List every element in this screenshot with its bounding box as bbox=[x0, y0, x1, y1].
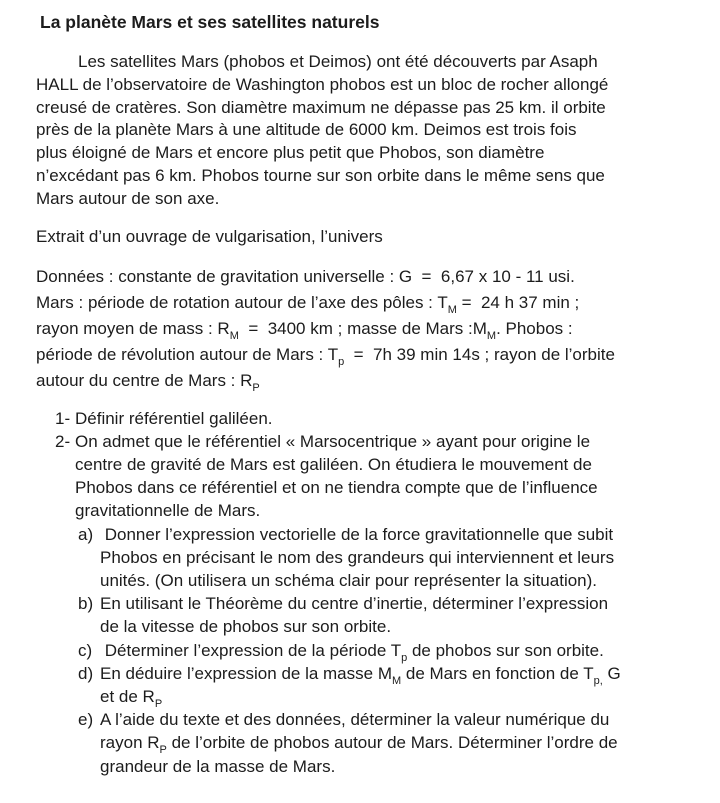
subscript: p bbox=[401, 651, 408, 664]
question-text bbox=[100, 662, 712, 711]
text-line: Phobos dans ce référentiel et on ne tiendra compte que de l’influence bbox=[75, 478, 598, 498]
question-marker: e) bbox=[78, 710, 94, 730]
question-text bbox=[100, 639, 712, 662]
question-text bbox=[100, 708, 712, 778]
question-marker: c) bbox=[78, 640, 93, 660]
text-line: Donner l’expression vectorielle de la force gravitationnelle que subit bbox=[100, 524, 614, 544]
text-line: Déterminer l’expression de la période $T_p$ de phobos sur son orbite. bbox=[100, 640, 604, 664]
question-item-a bbox=[78, 523, 712, 593]
text-line: Mars autour de son axe. bbox=[36, 188, 220, 208]
text-line: Définir référentiel galiléen. bbox=[75, 408, 273, 428]
question-text bbox=[75, 407, 712, 430]
question-text bbox=[100, 592, 712, 638]
text-line: A l’aide du texte et des données, déterminer la valeur numérique du bbox=[100, 710, 610, 730]
text-line: n’excédant pas 6 km. Phobos tourne sur son orbite dans le même sens que bbox=[36, 165, 605, 185]
text-line: Phobos en précisant le nom des grandeurs qui interviennent et leurs bbox=[100, 547, 615, 567]
text-line: rayon $R_P$ de l’orbite de phobos autour de Mars. Déterminer l’ordre de bbox=[100, 733, 618, 757]
question-item-c bbox=[78, 639, 712, 662]
text-line: creusé de cratères. Son diamètre maximum ne dépasse pas 25 km. il orbite bbox=[36, 97, 606, 117]
question-text bbox=[100, 523, 712, 593]
subscript: M bbox=[391, 674, 402, 687]
text-line: centre de gravité de Mars est galiléen. On étudiera le mouvement de bbox=[75, 454, 592, 474]
text-line: et de $R_P$ bbox=[100, 687, 163, 711]
question-marker: a) bbox=[78, 524, 94, 544]
question-marker: 2- bbox=[55, 431, 71, 451]
question-item-d bbox=[78, 662, 712, 711]
subscript: M bbox=[486, 329, 497, 342]
text-line: unités. (On utilisera un schéma clair pour représenter la situation). bbox=[100, 571, 598, 590]
text-line: période de révolution autour de Mars : $T_p = 7h$ 39 min 14s ; rayon de l’orbite bbox=[36, 344, 615, 368]
text-line: grandeur de la masse de Mars. bbox=[100, 756, 336, 776]
source-line: Extrait d’un ouvrage de vulgarisation, l’univers bbox=[36, 226, 383, 246]
text-line: rayon moyen de mass : $R_M = 3400$ km ; masse de Mars $:M_M$. Phobos : bbox=[36, 318, 573, 342]
question-item-b bbox=[78, 592, 712, 638]
subscript: M bbox=[447, 303, 457, 316]
subscript: P bbox=[252, 381, 260, 394]
subscript: p bbox=[338, 355, 345, 368]
text-line: On admet que le référentiel « Marsocentrique » ayant pour origine le bbox=[75, 431, 591, 451]
text-line: En utilisant le Théorème du centre d’inertie, déterminer l’expression bbox=[100, 594, 609, 614]
text-line: autour du centre de Mars : $R_P$ bbox=[36, 370, 260, 394]
question-item-2 bbox=[55, 430, 712, 523]
text-line: Mars : période de rotation autour de l’axe des pôles : $T_M = 24$ h 37 min ; bbox=[36, 292, 580, 316]
text-line: de la vitesse de phobos sur son orbite. bbox=[100, 617, 392, 637]
text-line: près de la planète Mars à une altitude de 6000 km. Deimos est trois fois bbox=[36, 120, 577, 140]
question-item-e bbox=[78, 708, 712, 778]
question-marker: d) bbox=[78, 663, 94, 683]
questions-list bbox=[36, 407, 712, 778]
data-paragraph bbox=[36, 264, 712, 394]
document-title: La planète Mars et ses satellites naturels bbox=[40, 12, 380, 32]
question-text bbox=[75, 430, 712, 523]
question-marker: b) bbox=[78, 594, 94, 614]
text-line: HALL de l’observatoire de Washington phobos est un bloc de rocher allongé bbox=[36, 74, 609, 94]
text-line: plus éloigné de Mars et encore plus petit que Phobos, son diamètre bbox=[36, 143, 545, 163]
text-line: gravitationnelle de Mars. bbox=[75, 501, 261, 521]
text-line: En déduire l’expression de la masse $M_M$ de Mars en fonction de $T_{p,}$ G bbox=[100, 663, 621, 687]
text-line: Données : constante de gravitation universelle : G = 6,67 x 10 - 11 usi. bbox=[36, 266, 575, 286]
question-marker: 1- bbox=[55, 408, 71, 428]
subscript: P bbox=[154, 698, 163, 711]
intro-paragraph bbox=[36, 51, 712, 211]
subscript: P bbox=[159, 744, 167, 757]
subscript: p, bbox=[593, 674, 603, 687]
text-line: Les satellites Mars (phobos et Deimos) ont été découverts par Asaph bbox=[78, 52, 598, 71]
question-item-1 bbox=[55, 407, 712, 430]
subscript: M bbox=[229, 329, 239, 342]
